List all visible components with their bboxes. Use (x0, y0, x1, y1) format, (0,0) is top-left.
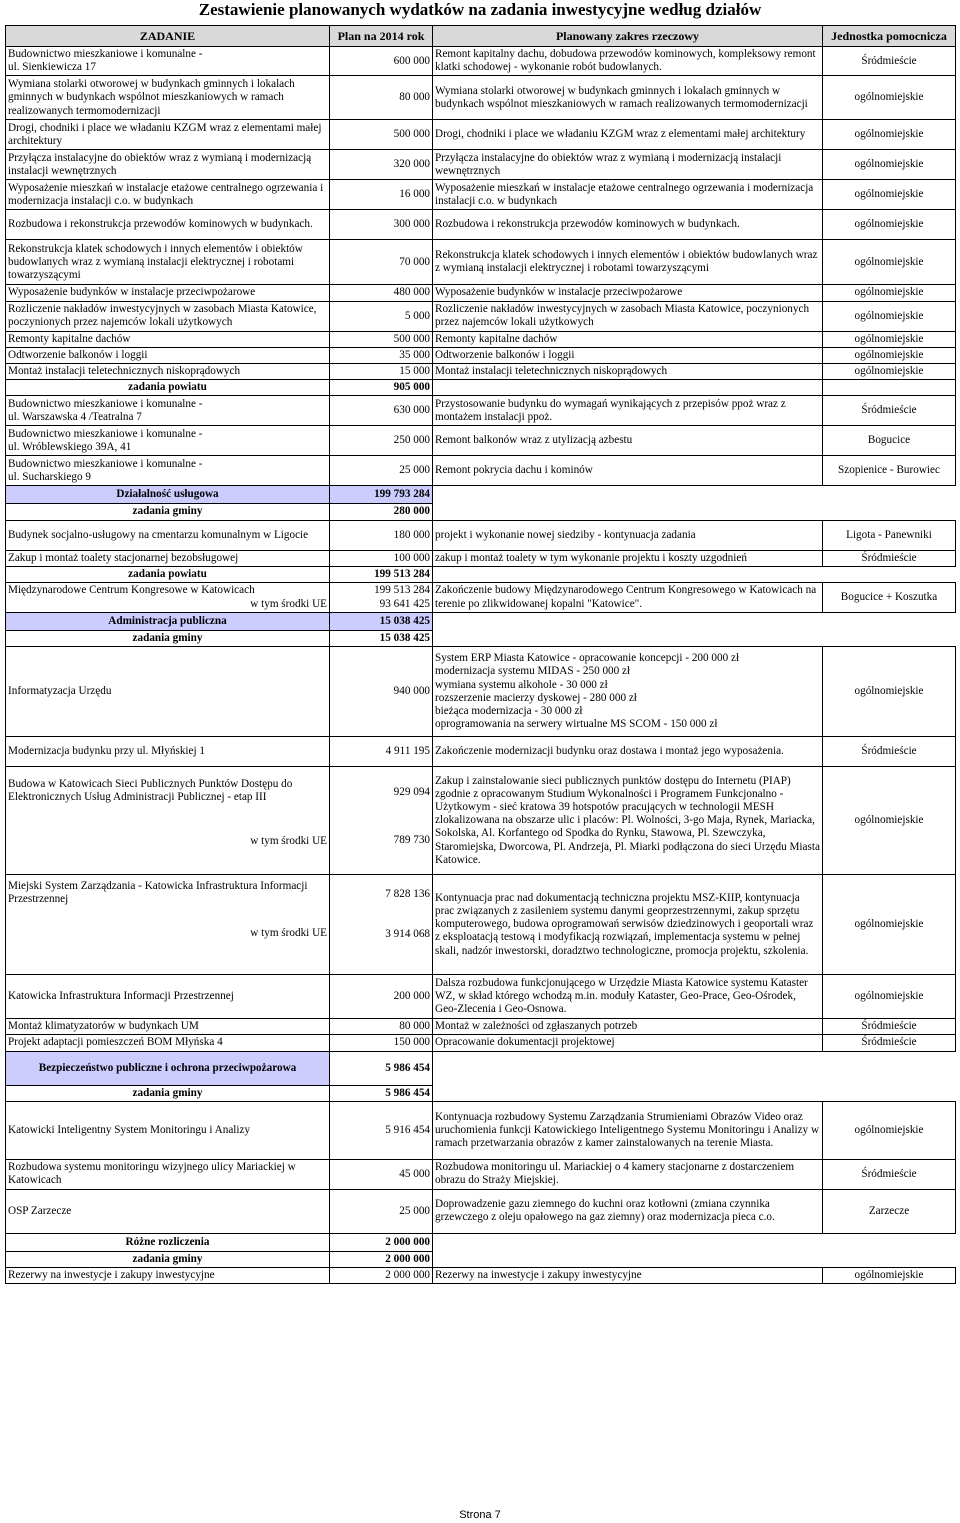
table-row (6, 647, 956, 737)
cell-jednostka: Szopienice - Burowiec (823, 456, 956, 486)
cell-zakres: Zakup i zainstalowanie sieci publicznych punktów dostępu do Internetu (PIAP) zgodnie z opracowanym Studium Wykonalności i Programem Funkcjonalno - Użytkowym - sieć kratowa 39 hotspotów pracujących w technologii MESH zlokalizowana na obszarze ulic i placów: Pl. Wolności, 3-go Maja, Rynek, Mariacka, Sokolska, Al. Korfantego od Spodka do Rynku, Stawowa, Pl. Szewczyka, Staromiejska, Dworcowa, Pl. Andrzeja, Pl. Miarki podłączona do sieci Urzędu Miasta Katowice. (433, 767, 823, 875)
cell-zadanie: Budownictwo mieszkaniowe i komunalne - ul. Sienkiewicza 17 (6, 47, 330, 76)
plan-value: 7 828 136 (385, 888, 430, 901)
cell-zadanie: Odtworzenie balkonów i loggii (6, 347, 330, 363)
cell-zakres: Remont balkonów wraz z utylizacją azbestu (433, 426, 823, 456)
empty-cell (823, 504, 956, 520)
subtotal-row (6, 1085, 956, 1101)
cell-jednostka: ogólnomiejskie (823, 285, 956, 301)
plan-value: 199 513 284 (374, 584, 430, 597)
table-row (6, 1189, 956, 1233)
cell-plan (330, 875, 433, 975)
cell-jednostka: ogólnomiejskie (823, 120, 956, 150)
cell-zadanie: Remonty kapitalne dachów (6, 331, 330, 347)
plan-ue-value: 789 730 (393, 834, 430, 847)
cell-plan: 5 000 (330, 301, 433, 331)
header-zakres: Planowany zakres rzeczowy (433, 26, 823, 47)
cell-jednostka: ogólnomiejskie (823, 1101, 956, 1159)
cell-zadanie: Projekt adaptacji pomieszczeń BOM Młyńska 4 (6, 1035, 330, 1051)
cell-zakres: Remont kapitalny dachu, dobudowa przewodów kominowych, kompleksowy remont klatki schodowej - wykonanie robót budowlanych. (433, 47, 823, 76)
table-row (6, 520, 956, 550)
cell-zakres: zakup i montaż toalety w tym wykonanie projektu i koszty uzgodnień (433, 550, 823, 566)
cell-plan (330, 583, 433, 613)
cell-zakres: Rozbudowa monitoringu ul. Mariackiej o 4 kamery stacjonarne z dostarczeniem obrazu do Straży Miejskiej. (433, 1159, 823, 1189)
empty-cell (823, 1085, 956, 1101)
cell-zakres: System ERP Miasta Katowice - opracowanie koncepcji - 200 000 zł modernizacja systemu MIDAS - 250 000 zł wymiana systemu alkohole - 30 000 zł rozszerzenie macierzy dyskowej - 280 000 zł bieżąca modernizacja - 30 000 zł oprogramowania na serwery wirtualne MS SCOM - 150 000 zł (433, 647, 823, 737)
subtotal-row (6, 504, 956, 520)
cell-zakres: Kontynuacja prac nad dokumentacją techniczna projektu MSZ-KIIP, kontynuacja prac związanych z zasileniem systemu danymi geoprzestrzennymi, zakup sprzętu komputerowego, budowa oprogramowań serwisów dziedzinowych i geoportali wraz z eksploatacją testową i modyfikacją rozwiązań, implementacja systemu w pełnej skali, nadzór inwestorski, doradztwo technologiczne, promocja projektu, szkolenia. (433, 875, 823, 975)
empty-cell (433, 1233, 823, 1251)
cell-zakres: Opracowanie dokumentacji projektowej (433, 1035, 823, 1051)
empty-cell (433, 380, 823, 396)
cell-plan: 45 000 (330, 1159, 433, 1189)
cell-jednostka: ogólnomiejskie (823, 364, 956, 380)
cell-zakres: Remonty kapitalne dachów (433, 331, 823, 347)
empty-cell (433, 1251, 823, 1267)
table-row (6, 396, 956, 426)
cell-plan: 500 000 (330, 331, 433, 347)
cell-jednostka: Zarzecze (823, 1189, 956, 1233)
header-jednostka: Jednostka pomocnicza (823, 26, 956, 47)
cell-jednostka: Bogucice + Koszutka (823, 583, 956, 613)
plan-ue-value: 3 914 068 (385, 928, 430, 941)
cell-zadanie: Rozbudowa systemu monitoringu wizyjnego ulicy Mariackiej w Katowicach (6, 1159, 330, 1189)
cell-zakres: Rozbudowa i rekonstrukcja przewodów kominowych w budynkach. (433, 210, 823, 240)
header-row (6, 26, 956, 47)
plan-ue-value: 93 641 425 (379, 597, 430, 610)
cell-zadanie (6, 767, 330, 875)
cell-plan: 2 000 000 (330, 1268, 433, 1284)
cell-jednostka: ogólnomiejskie (823, 875, 956, 975)
table-row (6, 583, 956, 613)
cell-zakres: projekt i wykonanie nowej siedziby - kontynuacja zadania (433, 520, 823, 550)
empty-cell (823, 380, 956, 396)
cell-plan: 80 000 (330, 76, 433, 120)
empty-cell (433, 486, 823, 504)
cell-zadanie: Budownictwo mieszkaniowe i komunalne - ul. Sucharskiego 9 (6, 456, 330, 486)
ue-label: w tym środki UE (250, 926, 327, 939)
table-row (6, 767, 956, 875)
category-label: Administracja publiczna (6, 613, 330, 631)
cell-zadanie: Montaż instalacji teletechnicznych niskoprądowych (6, 364, 330, 380)
cell-zadanie: Informatyzacja Urzędu (6, 647, 330, 737)
table-row (6, 150, 956, 180)
subtotal-row (6, 566, 956, 582)
cell-plan: 180 000 (330, 520, 433, 550)
table-row (6, 1101, 956, 1159)
empty-cell (823, 1051, 956, 1085)
subtotal-row (6, 380, 956, 396)
cell-plan: 480 000 (330, 285, 433, 301)
cell-zakres: Dalsza rozbudowa funkcjonującego w Urzędzie Miasta Katowice systemu Kataster WZ, w skład którego wchodzą m.in. moduły Kataster, Geo-Prace, Geo-Ośrodek, Geo-Zlecenia i Geo-Osnowa. (433, 975, 823, 1019)
cell-zadanie: Wymiana stolarki otworowej w budynkach gminnych i lokalach gminnych w budynkach wspólnot mieszkaniowych w ramach realizowanych termomodernizacji (6, 76, 330, 120)
empty-cell (823, 1251, 956, 1267)
empty-cell (433, 1085, 823, 1101)
subtotal-value: 905 000 (330, 380, 433, 396)
table-row (6, 1159, 956, 1189)
cell-zakres: Wyposażenie budynków w instalacje przeciwpożarowe (433, 285, 823, 301)
cell-zakres: Montaż w zależności od zgłaszanych potrzeb (433, 1019, 823, 1035)
cell-zadanie: Wyposażenie budynków w instalacje przeciwpożarowe (6, 285, 330, 301)
table-row (6, 975, 956, 1019)
cell-plan: 250 000 (330, 426, 433, 456)
subtotal-label: zadania powiatu (6, 380, 330, 396)
subtotal-value: 280 000 (330, 504, 433, 520)
zadanie-text: Miejski System Zarządzania - Katowicka Infrastruktura Informacji Przestrzennej (8, 880, 308, 906)
cell-zakres: Wymiana stolarki otworowej w budynkach gminnych i lokalach gminnych w budynkach wspólnot mieszkaniowych w ramach realizowanych termomodernizacji (433, 76, 823, 120)
cell-jednostka: Bogucice (823, 426, 956, 456)
cell-jednostka: ogólnomiejskie (823, 647, 956, 737)
cell-plan: 5 916 454 (330, 1101, 433, 1159)
cell-zadanie: Przyłącza instalacyjne do obiektów wraz z wymianą i modernizacją instalacji wewnętrznych (6, 150, 330, 180)
cell-zadanie: Rozbudowa i rekonstrukcja przewodów kominowych w budynkach. (6, 210, 330, 240)
empty-cell (823, 1233, 956, 1251)
cell-zadanie: Budownictwo mieszkaniowe i komunalne - ul. Warszawska 4 /Teatralna 7 (6, 396, 330, 426)
cell-plan: 25 000 (330, 1189, 433, 1233)
cell-plan: 35 000 (330, 347, 433, 363)
cell-zadanie: OSP Zarzecze (6, 1189, 330, 1233)
category-value: 5 986 454 (330, 1051, 433, 1085)
table-row (6, 1268, 956, 1284)
table-row (6, 1035, 956, 1051)
cell-jednostka: Śródmieście (823, 737, 956, 767)
investment-table (5, 25, 956, 1284)
cell-jednostka: ogólnomiejskie (823, 975, 956, 1019)
empty-cell (823, 631, 956, 647)
subtotal-label: zadania gminy (6, 504, 330, 520)
cell-zakres: Przystosowanie budynku do wymagań wynikających z przepisów ppoż wraz z montażem instalacji ppoż. (433, 396, 823, 426)
cell-jednostka: Śródmieście (823, 396, 956, 426)
cell-zadanie: Rozliczenie nakładów inwestycyjnych w zasobach Miasta Katowice, poczynionych przez najemców lokali użytkowych (6, 301, 330, 331)
subtotal-label: zadania gminy (6, 1251, 330, 1267)
cell-zadanie (6, 583, 330, 613)
cell-jednostka: ogólnomiejskie (823, 347, 956, 363)
category-row (6, 1233, 956, 1251)
cell-plan: 940 000 (330, 647, 433, 737)
cell-zadanie (6, 875, 330, 975)
plan-value: 929 094 (393, 786, 430, 799)
cell-plan: 16 000 (330, 180, 433, 210)
cell-jednostka: Śródmieście (823, 1019, 956, 1035)
cell-zadanie: Budynek socjalno-usługowy na cmentarzu komunalnym w Ligocie (6, 520, 330, 550)
category-value: 199 793 284 (330, 486, 433, 504)
subtotal-value: 15 038 425 (330, 631, 433, 647)
subtotal-row (6, 1251, 956, 1267)
table-row (6, 426, 956, 456)
cell-zadanie: Rekonstrukcja klatek schodowych i innych elementów i obiektów budowlanych wraz z wymianą instalacji elektrycznej i robotami towarzyszącymi (6, 240, 330, 285)
category-row (6, 486, 956, 504)
table-row (6, 331, 956, 347)
cell-zakres: Doprowadzenie gazu ziemnego do kuchni oraz kotłowni (zmiana czynnika grzewczego z oleju opałowego na gaz ziemny) oraz modernizacja pieca c.o. (433, 1189, 823, 1233)
cell-zakres: Zakończenie modernizacji budynku oraz dostawa i montaż jego wyposażenia. (433, 737, 823, 767)
category-label: Bezpieczeństwo publiczne i ochrona przeciwpożarowa (6, 1051, 330, 1085)
subtotal-label: zadania gminy (6, 631, 330, 647)
cell-plan: 25 000 (330, 456, 433, 486)
cell-zadanie: Montaż klimatyzatorów w budynkach UM (6, 1019, 330, 1035)
zadanie-text: Międzynarodowe Centrum Kongresowe w Katowicach (8, 584, 255, 597)
subtotal-value: 2 000 000 (330, 1251, 433, 1267)
cell-zakres: Wyposażenie mieszkań w instalacje etażowe centralnego ogrzewania i modernizacja instalacji c.o. w budynkach (433, 180, 823, 210)
category-value: 2 000 000 (330, 1233, 433, 1251)
cell-jednostka: Śródmieście (823, 1035, 956, 1051)
cell-plan: 630 000 (330, 396, 433, 426)
cell-jednostka: Śródmieście (823, 1159, 956, 1189)
empty-cell (433, 631, 823, 647)
cell-plan: 100 000 (330, 550, 433, 566)
cell-zakres: Odtworzenie balkonów i loggii (433, 347, 823, 363)
table-row (6, 364, 956, 380)
cell-jednostka: ogólnomiejskie (823, 150, 956, 180)
cell-zakres: Rekonstrukcja klatek schodowych i innych elementów i obiektów budowlanych wraz z wymianą instalacji elektrycznej i robotami towarzyszącymi (433, 240, 823, 285)
cell-jednostka: ogólnomiejskie (823, 180, 956, 210)
empty-cell (823, 613, 956, 631)
cell-plan: 150 000 (330, 1035, 433, 1051)
category-value: 15 038 425 (330, 613, 433, 631)
table-row (6, 737, 956, 767)
table-row (6, 550, 956, 566)
cell-zadanie: Katowicka Infrastruktura Informacji Przestrzennej (6, 975, 330, 1019)
cell-jednostka: ogólnomiejskie (823, 76, 956, 120)
subtotal-label: zadania gminy (6, 1085, 330, 1101)
cell-jednostka: ogólnomiejskie (823, 331, 956, 347)
cell-plan: 500 000 (330, 120, 433, 150)
table-row (6, 180, 956, 210)
cell-zakres: Rezerwy na inwestycje i zakupy inwestycyjne (433, 1268, 823, 1284)
cell-plan: 15 000 (330, 364, 433, 380)
table-row (6, 285, 956, 301)
zadanie-text: Budowa w Katowicach Sieci Publicznych Punktów Dostępu do Elektronicznych Usług Administracji Publicznej - etap III (8, 778, 293, 804)
cell-zadanie: Modernizacja budynku przy ul. Młyńskiej 1 (6, 737, 330, 767)
empty-cell (433, 1051, 823, 1085)
cell-plan: 320 000 (330, 150, 433, 180)
category-row (6, 1051, 956, 1085)
empty-cell (433, 504, 823, 520)
header-zadanie: ZADANIE (6, 26, 330, 47)
subtotal-label: zadania powiatu (6, 566, 330, 582)
cell-jednostka: ogólnomiejskie (823, 301, 956, 331)
table-row (6, 47, 956, 76)
cell-jednostka: ogólnomiejskie (823, 210, 956, 240)
cell-zakres: Kontynuacja rozbudowy Systemu Zarządzania Strumieniami Obrazów Video oraz uruchomienia funkcji Katowickiego Inteligentnego Systemu Monitoringu i Analizy w ramach przetwarzania obrazów z kamer zainstalowanych na terenie Miasta. (433, 1101, 823, 1159)
cell-plan: 200 000 (330, 975, 433, 1019)
cell-zakres: Remont pokrycia dachu i kominów (433, 456, 823, 486)
cell-plan: 80 000 (330, 1019, 433, 1035)
cell-jednostka: ogólnomiejskie (823, 240, 956, 285)
cell-zadanie: Rezerwy na inwestycje i zakupy inwestycyjne (6, 1268, 330, 1284)
subtotal-row (6, 631, 956, 647)
subtotal-value: 199 513 284 (330, 566, 433, 582)
subtotal-value: 5 986 454 (330, 1085, 433, 1101)
table-row (6, 875, 956, 975)
table-row (6, 120, 956, 150)
table-row (6, 347, 956, 363)
category-label: Różne rozliczenia (6, 1233, 330, 1251)
category-row (6, 613, 956, 631)
cell-zakres: Rozliczenie nakładów inwestycyjnych w zasobach Miasta Katowice, poczynionych przez najemców lokali użytkowych (433, 301, 823, 331)
page-number: Strona 7 (459, 1509, 501, 1521)
cell-plan: 300 000 (330, 210, 433, 240)
empty-cell (823, 486, 956, 504)
empty-cell (823, 566, 956, 582)
cell-zakres: Drogi, chodniki i place we władaniu KZGM wraz z elementami małej architektury (433, 120, 823, 150)
cell-plan: 4 911 195 (330, 737, 433, 767)
cell-zakres: Montaż instalacji teletechnicznych niskoprądowych (433, 364, 823, 380)
cell-zadanie: Zakup i montaż toalety stacjonarnej bezobsługowej (6, 550, 330, 566)
cell-zadanie: Katowicki Inteligentny System Monitoringu i Analizy (6, 1101, 330, 1159)
table-row (6, 240, 956, 285)
cell-zadanie: Budownictwo mieszkaniowe i komunalne - ul. Wróblewskiego 39A, 41 (6, 426, 330, 456)
cell-jednostka: ogólnomiejskie (823, 1268, 956, 1284)
header-plan: Plan na 2014 rok (330, 26, 433, 47)
cell-jednostka: ogólnomiejskie (823, 767, 956, 875)
cell-zadanie: Drogi, chodniki i place we władaniu KZGM wraz z elementami małej architektury (6, 120, 330, 150)
cell-jednostka: Śródmieście (823, 550, 956, 566)
table-row (6, 210, 956, 240)
ue-label: w tym środki UE (250, 597, 327, 610)
cell-zakres: Przyłącza instalacyjne do obiektów wraz z wymianą i modernizacją instalacji wewnętrznych (433, 150, 823, 180)
table-row (6, 456, 956, 486)
cell-plan: 70 000 (330, 240, 433, 285)
cell-plan: 600 000 (330, 47, 433, 76)
empty-cell (433, 613, 823, 631)
cell-jednostka: Ligota - Panewniki (823, 520, 956, 550)
empty-cell (433, 566, 823, 582)
table-row (6, 301, 956, 331)
cell-zadanie: Wyposażenie mieszkań w instalacje etażowe centralnego ogrzewania i modernizacja instalacji c.o. w budynkach (6, 180, 330, 210)
cell-zakres: Zakończenie budowy Międzynarodowego Centrum Kongresowego w Katowicach na terenie po zlikwidowanej kopalni "Katowice". (433, 583, 823, 613)
category-label: Działalność usługowa (6, 486, 330, 504)
cell-plan (330, 767, 433, 875)
table-row (6, 1019, 956, 1035)
table-row (6, 76, 956, 120)
page-title: Zestawienie planowanych wydatków na zadania inwestycyjne według działów (198, 0, 762, 19)
ue-label: w tym środki UE (250, 834, 327, 847)
cell-jednostka: Śródmieście (823, 47, 956, 76)
